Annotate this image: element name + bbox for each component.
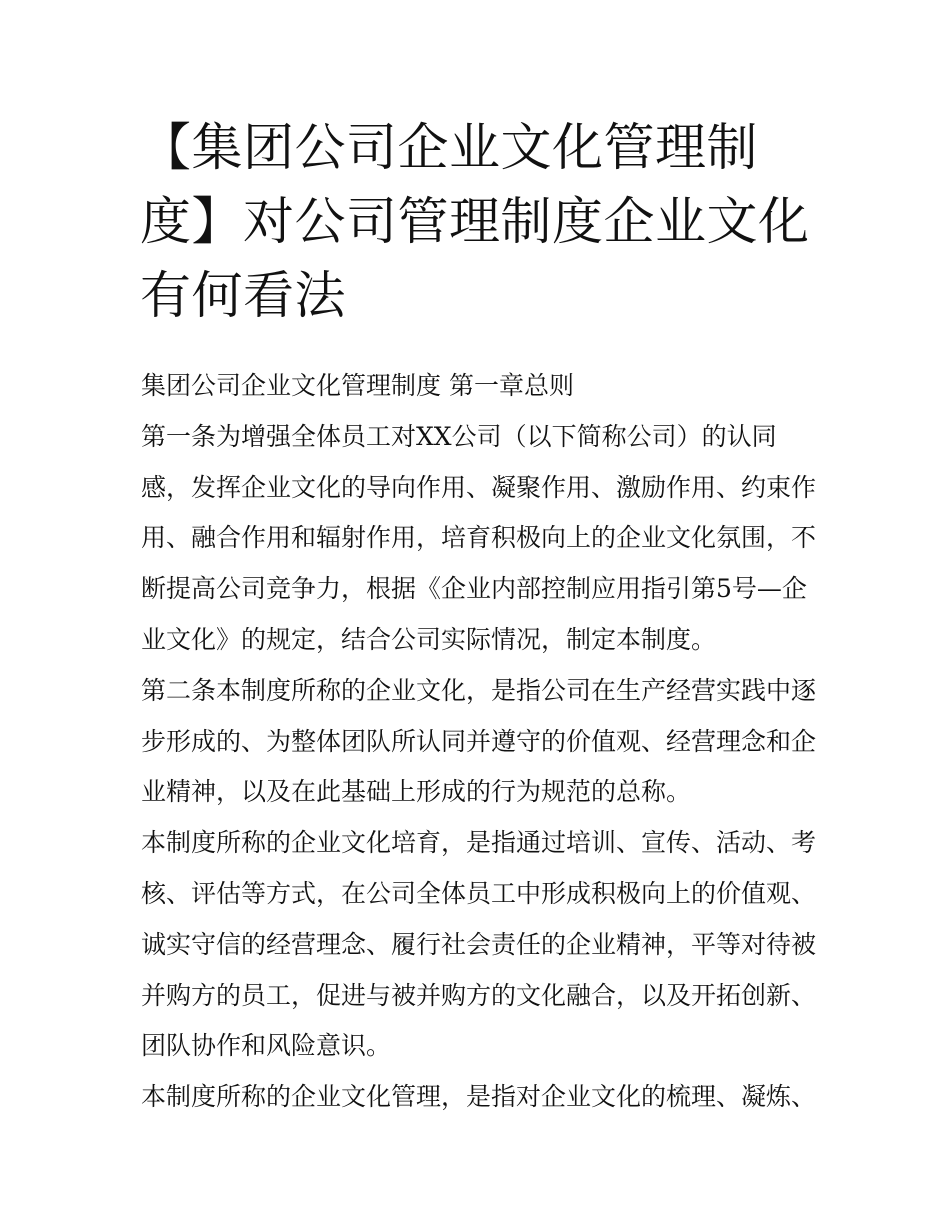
document-title (140, 112, 820, 334)
body-text-line: 用、融合作用和辐射作用，培育积极向上的企业文化氛围，不 (141, 523, 817, 553)
body-text-line: 诚实守信的经营理念、履行社会责任的企业精神，平等对待被 (141, 929, 817, 959)
body-text-line: 业文化》的规定，结合公司实际情况，制定本制度。 (141, 624, 717, 654)
body-text-line: 断提高公司竞争力，根据《企业内部控制应用指引第5号—企 (141, 574, 807, 604)
chapter-heading: 集团公司企业文化管理制度 第一章总则 (141, 371, 574, 400)
body-text-line: 感，发挥企业文化的导向作用、凝聚作用、激励作用、约束作 (141, 472, 817, 502)
body-text-line: 本制度所称的企业文化管理，是指对企业文化的梳理、凝炼、 (141, 1082, 817, 1112)
title-line: 【集团公司企业文化管理制 (140, 119, 759, 178)
body-text-line: 团队协作和风险意识。 (141, 1031, 392, 1061)
document-body (141, 361, 821, 1123)
body-text-line: 业精神，以及在此基础上形成的行为规范的总称。 (141, 777, 692, 807)
body-text-line: 第二条本制度所称的企业文化，是指公司在生产经营实践中逐 (141, 675, 817, 705)
body-text-line: 本制度所称的企业文化培育，是指通过培训、宣传、活动、考 (141, 828, 817, 858)
title-line: 有何看法 (140, 267, 347, 326)
body-text-line: 步形成的、为整体团队所认同并遵守的价值观、经营理念和企 (141, 726, 817, 756)
body-text-line: 核、评估等方式，在公司全体员工中形成积极向上的价值观、 (141, 878, 817, 908)
body-text-line: 第一条为增强全体员工对XX公司（以下简称公司）的认同 (141, 421, 777, 451)
title-line: 度】对公司管理制度企业文化 (140, 193, 810, 252)
body-text-line: 并购方的员工，促进与被并购方的文化融合，以及开拓创新、 (141, 980, 817, 1010)
